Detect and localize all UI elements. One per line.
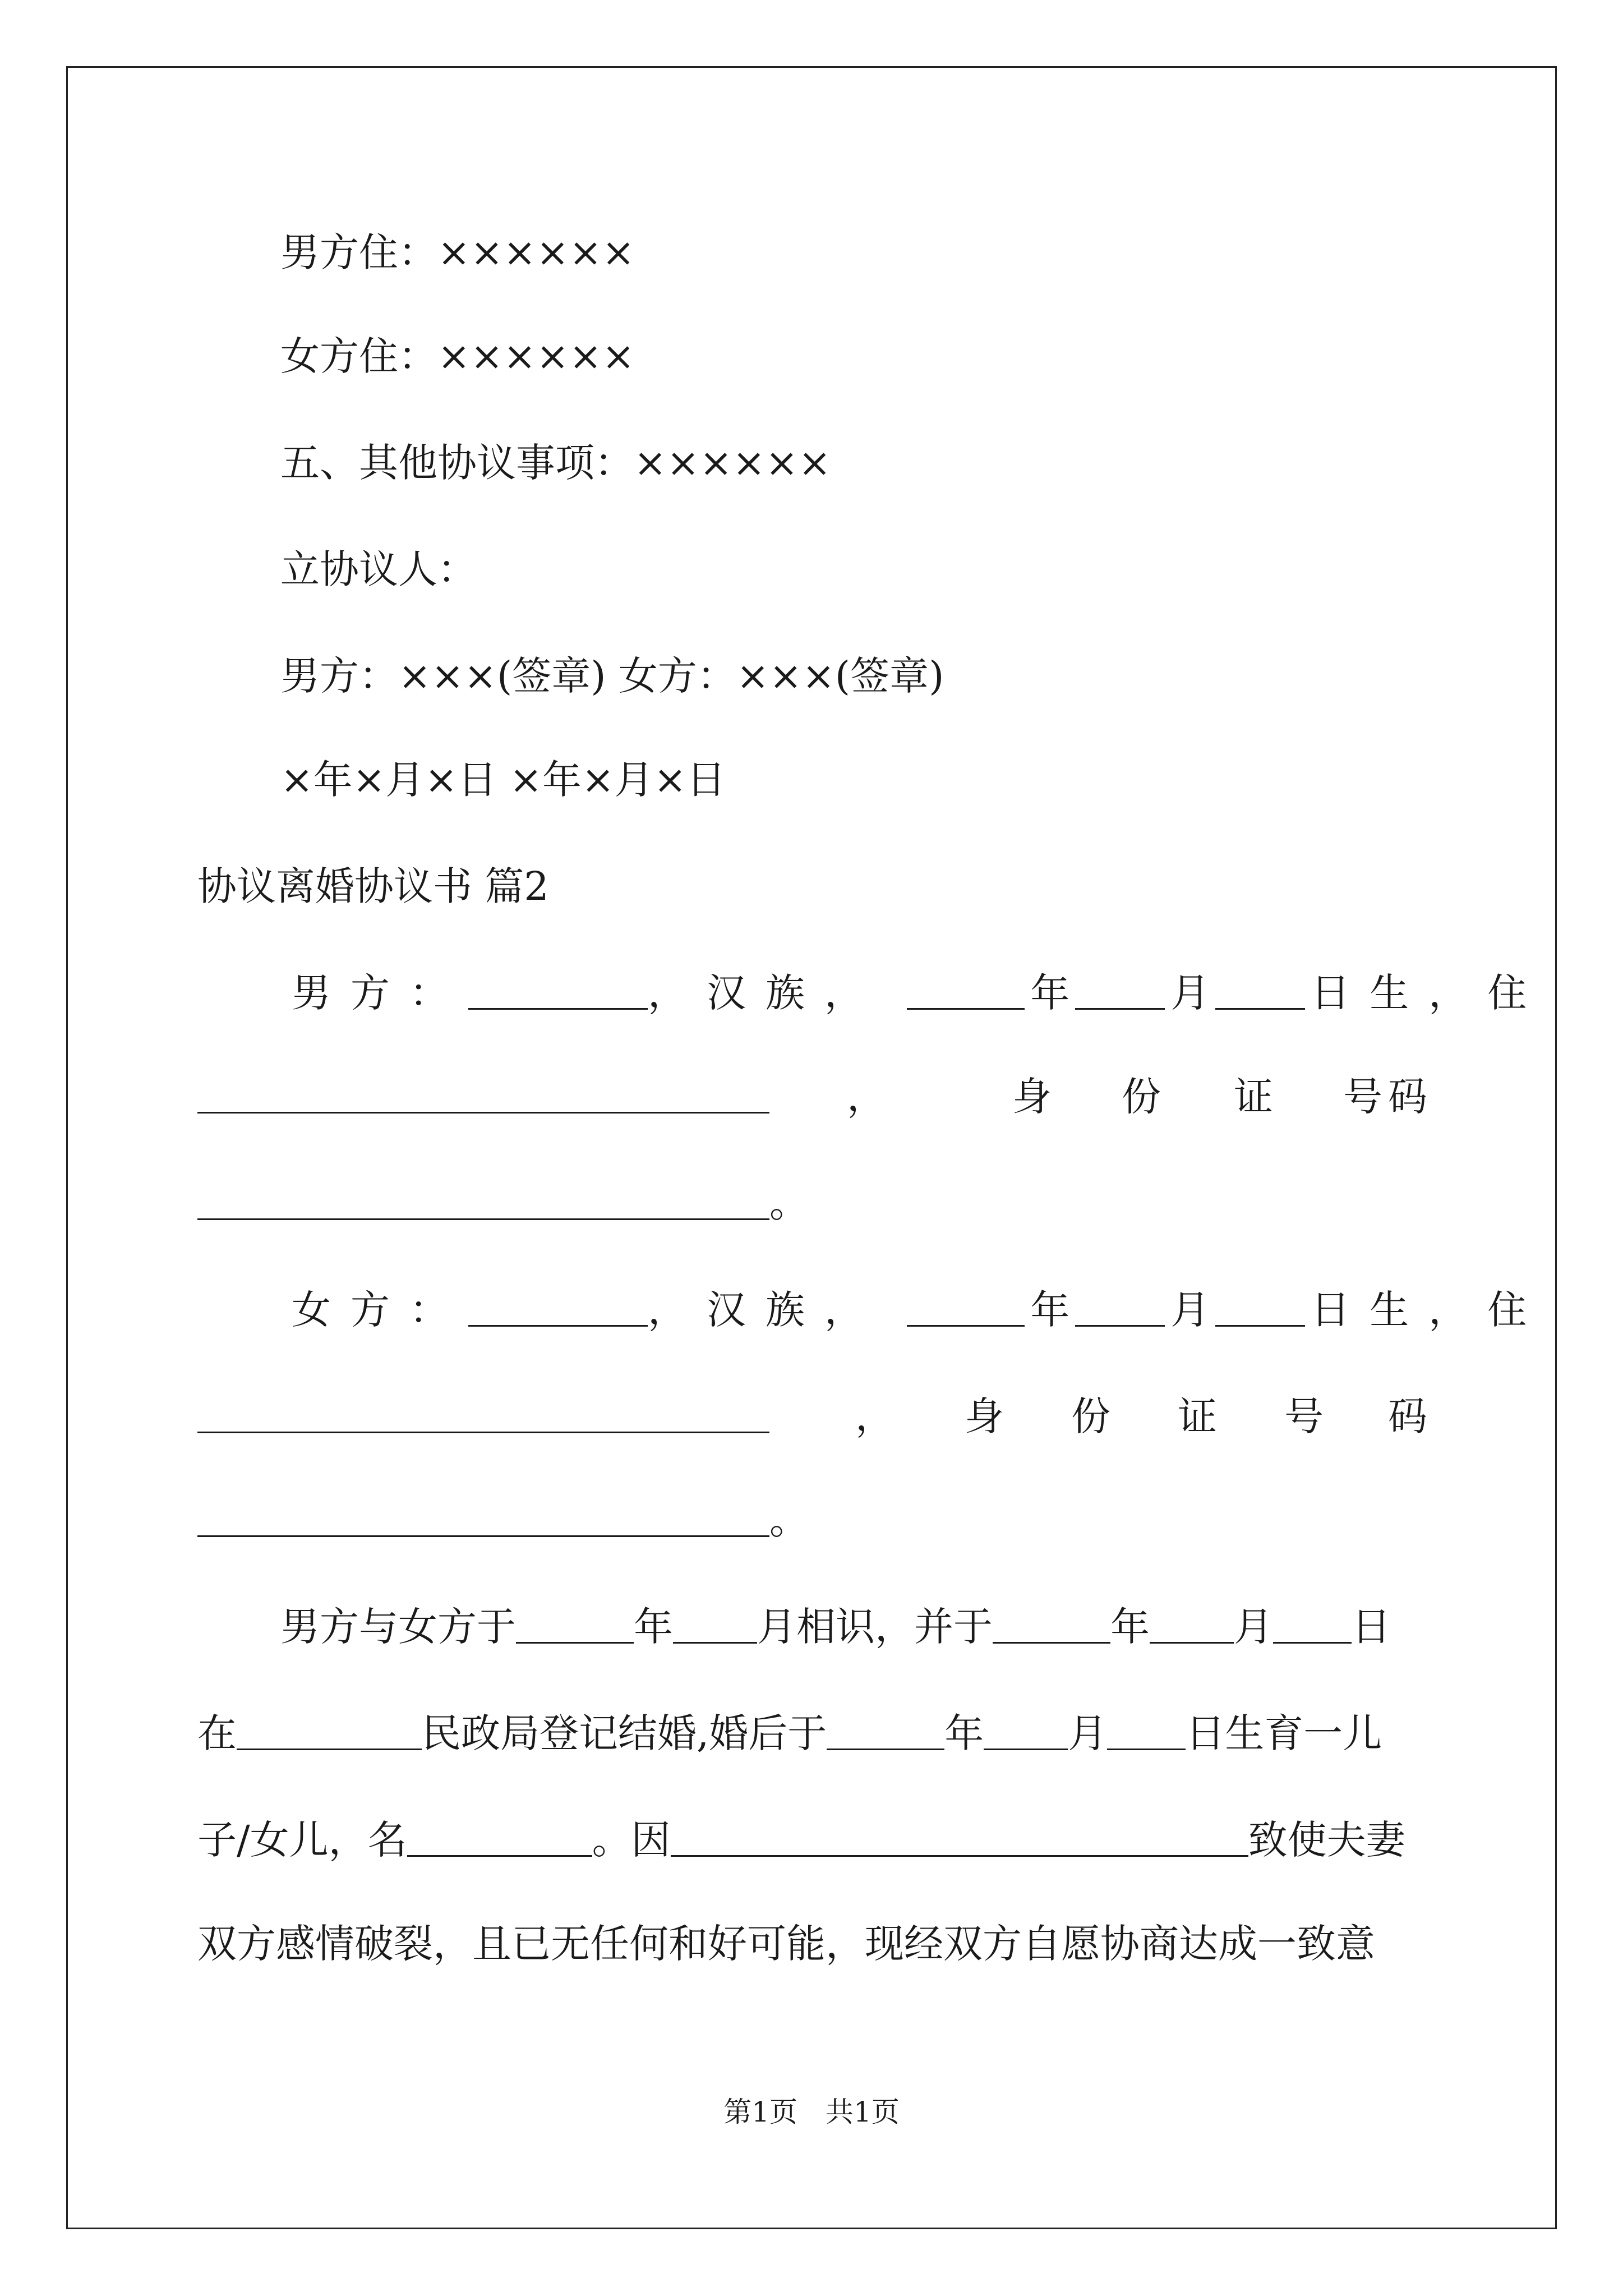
blank-field (1215, 1289, 1305, 1327)
date-line: ×年×月×日 ×年×月×日 (280, 757, 726, 803)
para-line-2 (197, 1708, 1382, 1759)
signatories-label: 立协议人： (280, 546, 477, 592)
male-label: 男方： (292, 970, 468, 1016)
year-label: 年 (1030, 970, 1070, 1016)
para-text: 年 (634, 1604, 673, 1650)
blank-field (907, 972, 1025, 1010)
id-char: 码 (1388, 1074, 1427, 1120)
female-label: 女方： (292, 1287, 468, 1333)
blank-field (197, 1499, 769, 1537)
para-text: 年 (1110, 1604, 1150, 1650)
para-text: 男方与女方于 (280, 1604, 516, 1650)
month-label: 月 (1170, 1287, 1210, 1333)
female-comma: ， (855, 1393, 895, 1439)
period: 。 (769, 1180, 809, 1226)
female-address-line (197, 1391, 769, 1442)
blank-field (237, 1713, 422, 1750)
blank-field (1215, 972, 1305, 1010)
page-footer: 第1页 共1页 (723, 2096, 900, 2128)
blank-field (468, 972, 648, 1010)
male-ethnic: ，汉族， (648, 970, 883, 1016)
para-text: 在 (197, 1710, 237, 1756)
male-info-line (292, 968, 1547, 1018)
para-line-3 (197, 1815, 1405, 1865)
blank-field (407, 1819, 592, 1857)
blank-field (516, 1606, 634, 1644)
blank-field (827, 1713, 944, 1750)
period: 。 (769, 1497, 809, 1543)
blank-field (993, 1606, 1110, 1644)
male-comma: ， (847, 1074, 886, 1120)
female-ethnic: ，汉族， (648, 1287, 883, 1333)
id-char: 号 (1343, 1074, 1382, 1120)
para-text: 月 (1234, 1604, 1273, 1650)
id-char: 份 (1071, 1393, 1110, 1439)
blank-field (197, 1396, 769, 1433)
para-text: 民政局登记结婚,婚后于 (422, 1710, 827, 1756)
blank-field (197, 1182, 769, 1220)
month-label: 月 (1170, 970, 1210, 1016)
id-char: 身 (965, 1393, 1004, 1439)
blank-field (197, 1076, 769, 1114)
para-text: 。因 (592, 1817, 671, 1863)
para-text: 致使夫妻 (1248, 1817, 1405, 1863)
page-border (66, 66, 1557, 2229)
para-text: 日 (1352, 1604, 1391, 1650)
female-info-line (292, 1285, 1547, 1335)
blank-field (1075, 1289, 1165, 1327)
signature-line: 男方：×××(签章) 女方：×××(签章) (280, 653, 944, 699)
female-residence-line: 女方住：×××××× (280, 333, 635, 379)
id-char: 证 (1178, 1393, 1217, 1439)
male-id-line (197, 1178, 809, 1228)
para-line-4: 双方感情破裂，且已无任何和好可能，现经双方自愿协商达成一致意 (197, 1921, 1375, 1967)
blank-field (1075, 972, 1165, 1010)
para-text: 月 (1068, 1710, 1108, 1756)
blank-field (671, 1819, 1248, 1857)
year-label: 年 (1030, 1287, 1070, 1333)
blank-field (1273, 1606, 1352, 1644)
id-char: 份 (1122, 1074, 1161, 1120)
para-text: 日生育一儿 (1186, 1710, 1382, 1756)
para-line-1 (280, 1602, 1391, 1652)
id-char: 码 (1388, 1393, 1427, 1439)
day-label: 日生，住 (1311, 1287, 1547, 1333)
day-label: 日生，住 (1311, 970, 1547, 1016)
male-address-line (197, 1071, 769, 1122)
male-residence-line: 男方住：×××××× (280, 229, 635, 275)
section-title: 协议离婚协议书 篇2 (197, 863, 549, 909)
id-char: 证 (1234, 1074, 1273, 1120)
blank-field (1107, 1713, 1186, 1750)
id-char: 号 (1284, 1393, 1324, 1439)
blank-field (468, 1289, 648, 1327)
blank-field (673, 1606, 757, 1644)
para-text: 月相识，并于 (757, 1604, 993, 1650)
blank-field (907, 1289, 1025, 1327)
blank-field (984, 1713, 1068, 1750)
para-text: 子/女儿，名 (197, 1817, 407, 1863)
female-id-line (197, 1495, 809, 1545)
id-char: 身 (1012, 1074, 1052, 1120)
other-terms-line: 五、其他协议事项：×××××× (280, 440, 831, 486)
blank-field (1150, 1606, 1234, 1644)
para-text: 年 (944, 1710, 984, 1756)
